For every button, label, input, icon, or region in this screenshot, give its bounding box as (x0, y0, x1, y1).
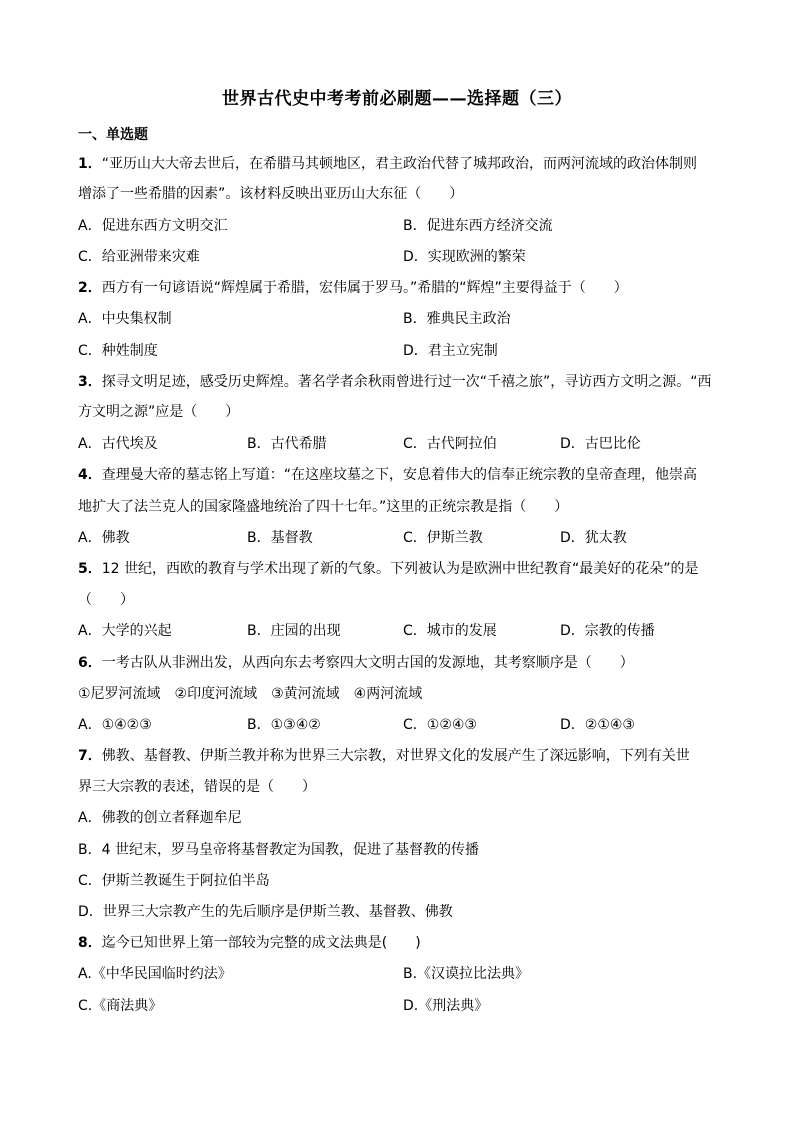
question-8-text-1: 迄今已知世界上第一部较为完整的成文法典是( ) (101, 935, 421, 951)
question-5-text-1: 12 世纪，西欧的教育与学术出现了新的气象。下列被认为是欧洲中世纪教育“最美好的花朵”的是 (101, 561, 699, 577)
question-5-option-a[interactable]: A．大学的兴起 (78, 623, 172, 639)
question-1-stem-line-2: 增添了一些希腊的因素”。该材料反映出亚历山大东征（ ） (78, 186, 464, 202)
question-1-option-b[interactable]: B．促进东西方经济交流 (403, 218, 553, 234)
question-6-option-b[interactable]: B．①③④② (247, 717, 321, 733)
question-4-option-b[interactable]: B．基督教 (247, 530, 313, 546)
question-2-option-c[interactable]: C．种姓制度 (78, 343, 158, 359)
question-4-stem-line-1 (78, 465, 697, 485)
question-2-option-b[interactable]: B．雅典民主政治 (403, 311, 511, 327)
question-2-option-a[interactable]: A．中央集权制 (78, 311, 172, 327)
question-6-stem-line-2: ①尼罗河流域 ②印度河流域 ③黄河流域 ④两河流域 (78, 686, 423, 702)
question-1-option-a[interactable]: A．促进东西方文明交汇 (78, 218, 228, 234)
question-1-text-1: “亚历山大大帝去世后，在希腊马其顿地区，君主政治代替了城邦政治，而两河流域的政治体制则 (101, 156, 698, 172)
question-7-number: 7． (78, 748, 102, 764)
question-3-option-b[interactable]: B．古代希腊 (247, 436, 327, 452)
question-6-text-1: 一考古队从非洲出发，从西向东去考察四大文明古国的发源地，其考察顺序是（ ） (101, 655, 634, 671)
question-5-option-b[interactable]: B．庄园的出现 (247, 623, 341, 639)
question-1-number: 1． (78, 156, 102, 172)
section-heading: 一、单选题 (78, 127, 148, 143)
question-6-option-a[interactable]: A．①④②③ (78, 717, 152, 733)
question-5-option-c[interactable]: C．城市的发展 (403, 623, 497, 639)
question-4-option-d[interactable]: D．犹太教 (560, 530, 627, 546)
question-3-option-a[interactable]: A．古代埃及 (78, 436, 158, 452)
question-1-option-d[interactable]: D．实现欧洲的繁荣 (403, 249, 526, 265)
question-5-stem-line-2: （ ） (78, 592, 134, 608)
question-4-text-1: 查理曼大帝的墓志铭上写道：“在这座坟墓之下，安息着伟大的信奉正统宗教的皇帝查理，他崇高 (101, 467, 698, 483)
question-6-option-d[interactable]: D．②①④③ (560, 717, 635, 733)
question-5-option-d[interactable]: D．宗教的传播 (560, 623, 655, 639)
question-7-option-c[interactable]: C．伊斯兰教诞生于阿拉伯半岛 (78, 873, 270, 889)
question-7-stem-line-2: 界三大宗教的表述，错误的是（ ） (78, 779, 316, 795)
question-8-option-d[interactable]: D.《刑法典》 (403, 998, 489, 1014)
question-7-stem-line-1 (78, 746, 690, 766)
question-3-stem-line-2: 方文明之源”应是（ ） (78, 404, 240, 420)
question-8-stem-line-1 (78, 933, 421, 953)
question-2-stem-line-1 (78, 278, 628, 298)
question-5-number: 5． (78, 561, 102, 577)
question-3-stem-line-1 (78, 372, 712, 392)
question-7-text-1: 佛教、基督教、伊斯兰教并称为世界三大宗教，对世界文化的发展产生了深远影响，下列有关世 (101, 748, 690, 764)
question-5-stem-line-1 (78, 559, 699, 579)
question-7-option-d[interactable]: D．世界三大宗教产生的先后顺序是伊斯兰教、基督教、佛教 (78, 904, 453, 920)
question-4-option-c[interactable]: C．伊斯兰教 (403, 530, 483, 546)
question-8-option-b[interactable]: B.《汉谟拉比法典》 (403, 966, 530, 982)
question-6-option-c[interactable]: C．①②④③ (403, 717, 477, 733)
question-6-number: 6． (78, 655, 102, 671)
question-2-text-1: 西方有一句谚语说“辉煌属于希腊，宏伟属于罗马。”希腊的“辉煌”主要得益于（ ） (101, 280, 628, 296)
question-4-number: 4． (78, 467, 102, 483)
question-8-option-a[interactable]: A.《中华民国临时约法》 (78, 966, 232, 982)
question-6-stem-line-1 (78, 653, 634, 673)
question-3-number: 3． (78, 374, 102, 390)
question-4-stem-line-2: 地扩大了法兰克人的国家隆盛地统治了四十七年。”这里的正统宗教是指（ ） (78, 499, 569, 515)
question-7-option-b[interactable]: B．4 世纪末，罗马皇帝将基督教定为国教，促进了基督教的传播 (78, 842, 479, 858)
question-2-option-d[interactable]: D．君主立宪制 (403, 343, 498, 359)
page-title: 世界古代史中考考前必刷题——选择题（三） (222, 89, 572, 109)
question-3-text-1: 探寻文明足迹，感受历史辉煌。著名学者余秋雨曾进行过一次“千禧之旅”，寻访西方文明之源。“西 (101, 374, 712, 390)
question-1-stem-line-1 (78, 154, 697, 174)
question-8-number: 8． (78, 935, 102, 951)
question-1-option-c[interactable]: C．给亚洲带来灾难 (78, 249, 200, 265)
question-3-option-c[interactable]: C．古代阿拉伯 (403, 436, 497, 452)
question-3-option-d[interactable]: D．古巴比伦 (560, 436, 641, 452)
question-4-option-a[interactable]: A．佛教 (78, 530, 130, 546)
question-8-option-c[interactable]: C.《商法典》 (78, 998, 163, 1014)
question-2-number: 2． (78, 280, 102, 296)
question-7-option-a[interactable]: A．佛教的创立者释迦牟尼 (78, 810, 242, 826)
